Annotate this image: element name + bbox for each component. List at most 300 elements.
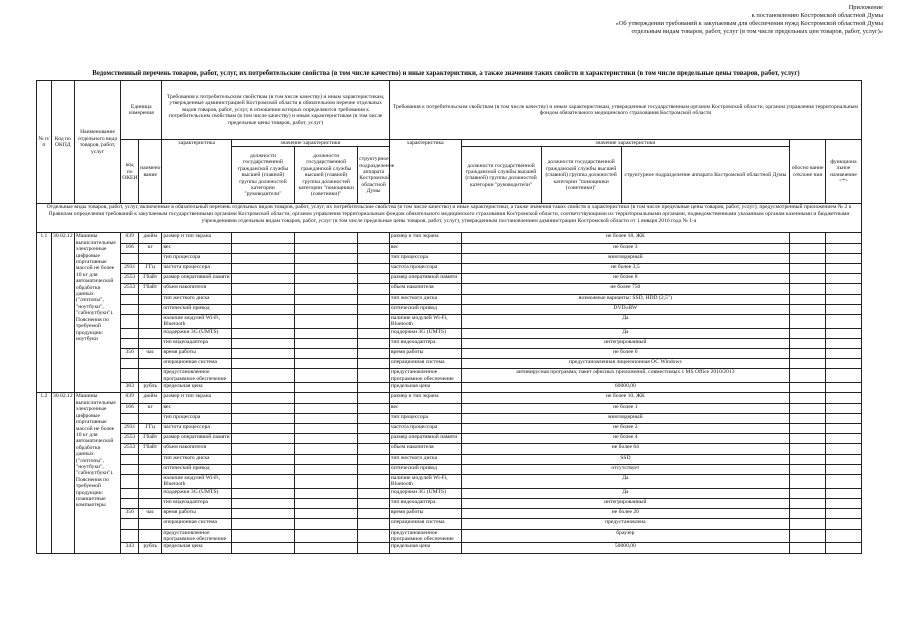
- table-row: [37, 488, 862, 498]
- justify-cell: [790, 529, 826, 543]
- unit-code-cell: 343: [121, 543, 139, 553]
- left-characteristic-cell: частота процессора: [162, 263, 232, 273]
- left-characteristic-cell: время работы: [162, 349, 232, 359]
- purpose-cell: [826, 304, 862, 314]
- right-characteristic-cell: время работы: [389, 349, 461, 359]
- row-product-name: Машины вычислительные электронные цифровые портативные массой не более 10 кг для автоматической обработки данных ("лэптопы", "ноутбуки", "сабноутбуки"). Пояснения по требуемой продукции: планшетные компьютеры: [74, 393, 120, 553]
- unit-name-cell: [139, 359, 162, 369]
- right-characteristic-cell: вес: [389, 243, 461, 253]
- table-row: [37, 413, 862, 423]
- col-left-values-header: значение характеристики: [231, 140, 389, 147]
- table-row: [37, 393, 862, 403]
- left-characteristic-cell: тип видеоадаптера: [162, 338, 232, 348]
- col-req-left-header: Требования к потребительским свойствам (в том числе качеству) и иным характеристикам, утвержденные администрацией Костромской области в обязательном перечне отдельных видов товаров, работ, услуг, в отношении которых определяются требования к потребительским свойствам (в том числе качеству) и иным характеристикам (в том числе предельные цены товаров, работ, услуг): [162, 81, 390, 140]
- left-characteristic-cell: время работы: [162, 509, 232, 519]
- left-value-cat1-cell: [231, 274, 294, 284]
- left-value-cat2-cell: [295, 243, 358, 253]
- left-value-cat2-cell: [295, 424, 358, 434]
- col-num-header: № п/п: [37, 81, 52, 204]
- right-characteristic-cell: поддержки 3G (UMTS): [389, 328, 461, 338]
- purpose-cell: [826, 393, 862, 403]
- unit-code-cell: 166: [121, 403, 139, 413]
- unit-name-cell: кг: [139, 243, 162, 253]
- justify-cell: [790, 383, 826, 393]
- left-value-cat1-cell: [231, 233, 294, 243]
- purpose-cell: [826, 369, 862, 383]
- col-right-values-header: значение характеристики: [461, 140, 790, 147]
- left-value-cat1-cell: [231, 413, 294, 423]
- col-name-header: Наименование отдельного вида товаров, работ, услуг: [74, 81, 120, 204]
- justify-cell: [790, 359, 826, 369]
- justify-cell: [790, 294, 826, 304]
- left-value-cat2-cell: [295, 253, 358, 263]
- right-value-cell: Да: [461, 488, 790, 498]
- left-characteristic-cell: тип процессора: [162, 253, 232, 263]
- purpose-cell: [826, 464, 862, 474]
- left-characteristic-cell: наличие модулей Wi-Fi, Bluetooth: [162, 474, 232, 488]
- col-unit-header: Единица измерения: [121, 81, 162, 140]
- left-value-cat3-cell: [358, 349, 390, 359]
- unit-code-cell: 039: [121, 233, 139, 243]
- unit-code-cell: [121, 464, 139, 474]
- unit-name-cell: час: [139, 509, 162, 519]
- justify-cell: [790, 424, 826, 434]
- left-value-cat3-cell: [358, 543, 390, 553]
- justify-cell: [790, 403, 826, 413]
- unit-name-cell: ГГц: [139, 424, 162, 434]
- justify-cell: [790, 243, 826, 253]
- left-value-cat2-cell: [295, 444, 358, 454]
- left-value-cat3-cell: [358, 359, 390, 369]
- right-characteristic-cell: тип процессора: [389, 253, 461, 263]
- table-row: [37, 543, 862, 553]
- table-row: [37, 529, 862, 543]
- left-value-cat1-cell: [231, 243, 294, 253]
- unit-name-cell: ГГц: [139, 263, 162, 273]
- left-value-cat3-cell: [358, 253, 390, 263]
- left-value-cat2-cell: [295, 543, 358, 553]
- left-value-cat3-cell: [358, 424, 390, 434]
- unit-name-cell: рубль: [139, 383, 162, 393]
- left-value-cat3-cell: [358, 314, 390, 328]
- right-characteristic-cell: размер и тип экрана: [389, 233, 461, 243]
- section-note: Отдельные виды товаров, работ, услуг, включенные в обязательный перечень отдельных видов товаров, работ, услуг, их потребительские свойства (в том числе качество) и иные характеристики, а также значения таких свойств и характеристики (в том числе предельные цены товаров, работ, услуг), предусмотренный приложением № 2 к Правилам определения требований к закупаемым государственными органами Костромской области, органом управления территориальным фондом обязательного медицинского страхования Костромской области, соответствующими их территориальными органами, подведомственными указанным органам казенными и бюджетными учреждениями отдельным видам товаров, работ, услуг (в том числе предельные цены товаров, работ, услуг), утвержденным постановлением администрации Костромской области от 1 января 2016 года № 1-а: [37, 204, 862, 233]
- purpose-cell: [826, 284, 862, 294]
- left-value-cat2-cell: [295, 304, 358, 314]
- purpose-cell: [826, 519, 862, 529]
- unit-name-cell: [139, 488, 162, 498]
- purpose-cell: [826, 243, 862, 253]
- unit-name-cell: [139, 464, 162, 474]
- left-value-cat1-cell: [231, 369, 294, 383]
- justify-cell: [790, 393, 826, 403]
- left-value-cat2-cell: [295, 509, 358, 519]
- right-characteristic-cell: частота процессора: [389, 424, 461, 434]
- right-characteristic-cell: тип процессора: [389, 413, 461, 423]
- left-characteristic-cell: тип процессора: [162, 413, 232, 423]
- left-value-cat1-cell: [231, 263, 294, 273]
- left-value-cat3-cell: [358, 263, 390, 273]
- left-characteristic-cell: поддержки 3G (UMTS): [162, 328, 232, 338]
- col-justify-header: обосно вание отклоне ния: [790, 140, 826, 204]
- left-value-cat1-cell: [231, 403, 294, 413]
- unit-code-cell: [121, 359, 139, 369]
- table-row: [37, 294, 862, 304]
- left-value-cat3-cell: [358, 444, 390, 454]
- table-row: [37, 274, 862, 284]
- table-row: [37, 314, 862, 328]
- left-value-cat1-cell: [231, 314, 294, 328]
- unit-code-cell: 2931: [121, 424, 139, 434]
- right-value-cell: не более 6: [461, 349, 790, 359]
- unit-code-cell: [121, 328, 139, 338]
- table-row: [37, 349, 862, 359]
- left-value-cat2-cell: [295, 413, 358, 423]
- left-characteristic-cell: операционная система: [162, 359, 232, 369]
- row-number: 1.2: [37, 393, 52, 553]
- right-characteristic-cell: время работы: [389, 509, 461, 519]
- header-line-1: Приложение: [848, 4, 883, 11]
- left-value-cat3-cell: [358, 274, 390, 284]
- unit-code-cell: 2553: [121, 434, 139, 444]
- left-value-cat2-cell: [295, 403, 358, 413]
- unit-code-cell: [121, 413, 139, 423]
- left-value-cat3-cell: [358, 434, 390, 444]
- right-value-cell: Да: [461, 474, 790, 488]
- table-row: [37, 284, 862, 294]
- right-value-cell: интегрированный: [461, 498, 790, 508]
- right-characteristic-cell: предустановленное программное обеспечение: [389, 369, 461, 383]
- left-characteristic-cell: наличие модулей Wi-Fi, Bluetooth: [162, 314, 232, 328]
- table-row: [37, 519, 862, 529]
- left-value-cat3-cell: [358, 454, 390, 464]
- left-value-cat3-cell: [358, 393, 390, 403]
- left-value-cat3-cell: [358, 403, 390, 413]
- left-characteristic-cell: тип видеоадаптера: [162, 498, 232, 508]
- purpose-cell: [826, 349, 862, 359]
- left-value-cat1-cell: [231, 393, 294, 403]
- purpose-cell: [826, 413, 862, 423]
- left-value-cat3-cell: [358, 383, 390, 393]
- unit-code-cell: 2553: [121, 284, 139, 294]
- unit-name-cell: [139, 498, 162, 508]
- left-value-cat1-cell: [231, 304, 294, 314]
- right-characteristic-cell: операционная система: [389, 519, 461, 529]
- right-characteristic-cell: частота процессора: [389, 263, 461, 273]
- left-value-cat1-cell: [231, 444, 294, 454]
- left-value-cat3-cell: [358, 338, 390, 348]
- justify-cell: [790, 233, 826, 243]
- left-value-cat2-cell: [295, 274, 358, 284]
- left-characteristic-cell: тип жесткого диска: [162, 454, 232, 464]
- left-value-cat2-cell: [295, 454, 358, 464]
- table-row: [37, 243, 862, 253]
- left-value-cat3-cell: [358, 328, 390, 338]
- right-characteristic-cell: размер оперативной памяти: [389, 274, 461, 284]
- right-characteristic-cell: операционная система: [389, 359, 461, 369]
- right-value-cell: не более 3,5: [461, 263, 790, 273]
- header-line-3: «Об утверждении требований к закупаемым для обеспечения нужд Костромской областной Думы: [615, 20, 883, 27]
- right-characteristic-cell: тип видеоадаптера: [389, 338, 461, 348]
- right-characteristic-cell: оптический привод: [389, 464, 461, 474]
- left-characteristic-cell: размер оперативной памяти: [162, 274, 232, 284]
- table-row: [37, 509, 862, 519]
- unit-name-cell: [139, 519, 162, 529]
- unit-code-cell: [121, 253, 139, 263]
- unit-code-cell: [121, 454, 139, 464]
- unit-name-cell: [139, 369, 162, 383]
- row-number: 1.1: [37, 233, 52, 393]
- right-value-cell: 50000,00: [461, 543, 790, 553]
- left-value-cat2-cell: [295, 233, 358, 243]
- unit-code-cell: [121, 294, 139, 304]
- unit-code-cell: [121, 314, 139, 328]
- right-value-cell: отсутствует: [461, 464, 790, 474]
- left-value-cat3-cell: [358, 529, 390, 543]
- table-row: [37, 338, 862, 348]
- col-right-char-header: характеристика: [389, 140, 461, 204]
- left-value-cat3-cell: [358, 243, 390, 253]
- right-value-cell: предустановлена: [461, 519, 790, 529]
- right-value-cell: DVD±RW: [461, 304, 790, 314]
- left-value-cat2-cell: [295, 393, 358, 403]
- right-characteristic-cell: оптический привод: [389, 304, 461, 314]
- left-value-cat2-cell: [295, 464, 358, 474]
- left-characteristic-cell: размер и тип экрана: [162, 233, 232, 243]
- left-characteristic-cell: частота процессора: [162, 424, 232, 434]
- unit-code-cell: 2553: [121, 444, 139, 454]
- left-value-cat1-cell: [231, 284, 294, 294]
- left-value-cat1-cell: [231, 519, 294, 529]
- unit-name-cell: [139, 529, 162, 543]
- left-characteristic-cell: предустановленное программное обеспечение: [162, 529, 232, 543]
- purpose-cell: [826, 454, 862, 464]
- unit-name-cell: час: [139, 349, 162, 359]
- justify-cell: [790, 464, 826, 474]
- unit-name-cell: рубль: [139, 543, 162, 553]
- right-value-cell: предустановленная лицензионная ОС Windows: [461, 359, 790, 369]
- unit-name-cell: Гбайт: [139, 274, 162, 284]
- table-row: [37, 403, 862, 413]
- table-row: [37, 369, 862, 383]
- left-value-cat3-cell: [358, 488, 390, 498]
- unit-name-cell: [139, 314, 162, 328]
- right-value-cell: антивирусная программа, пакет офисных приложений, совместимых с MS Office 2010/2013: [461, 369, 790, 383]
- right-characteristic-cell: предельная цена: [389, 383, 461, 393]
- justify-cell: [790, 284, 826, 294]
- left-value-cat1-cell: [231, 383, 294, 393]
- left-value-cat2-cell: [295, 529, 358, 543]
- right-characteristic-cell: вес: [389, 403, 461, 413]
- unit-code-cell: [121, 488, 139, 498]
- row-product-name: Машины вычислительные электронные цифровые портативные массой не более 10 кг для автоматической обработки данных ("лэптопы", "ноутбуки", "сабноутбуки"). Пояснения по требуемой продукции: ноутбуки: [74, 233, 120, 393]
- left-value-cat2-cell: [295, 359, 358, 369]
- left-characteristic-cell: тип жесткого диска: [162, 294, 232, 304]
- unit-name-cell: [139, 338, 162, 348]
- left-value-cat1-cell: [231, 338, 294, 348]
- left-value-cat1-cell: [231, 474, 294, 488]
- unit-code-cell: 383: [121, 383, 139, 393]
- purpose-cell: [826, 488, 862, 498]
- justify-cell: [790, 263, 826, 273]
- unit-name-cell: [139, 304, 162, 314]
- unit-name-cell: Гбайт: [139, 444, 162, 454]
- right-characteristic-cell: размер оперативной памяти: [389, 434, 461, 444]
- col-okpd-header: Код по ОКПД: [51, 81, 74, 204]
- right-value-cell: многоядерный: [461, 413, 790, 423]
- justify-cell: [790, 488, 826, 498]
- purpose-cell: [826, 338, 862, 348]
- col-left-cat1-header: должности государственной гражданской службы высшей (главной) группы должностей категории "руководители": [231, 147, 294, 204]
- right-value-cell: многоядерный: [461, 253, 790, 263]
- right-characteristic-cell: предустановленное программное обеспечение: [389, 529, 461, 543]
- left-value-cat1-cell: [231, 464, 294, 474]
- purpose-cell: [826, 474, 862, 488]
- table-row: [37, 253, 862, 263]
- right-characteristic-cell: поддержки 3G (UMTS): [389, 488, 461, 498]
- purpose-cell: [826, 403, 862, 413]
- left-value-cat2-cell: [295, 263, 358, 273]
- justify-cell: [790, 369, 826, 383]
- justify-cell: [790, 474, 826, 488]
- left-value-cat3-cell: [358, 413, 390, 423]
- requirements-table: [36, 80, 862, 554]
- justify-cell: [790, 444, 826, 454]
- col-unit-name-header: наимено вание: [139, 140, 162, 204]
- left-value-cat1-cell: [231, 328, 294, 338]
- right-value-cell: не более 64: [461, 444, 790, 454]
- table-row: [37, 424, 862, 434]
- right-characteristic-cell: тип жесткого диска: [389, 294, 461, 304]
- left-value-cat1-cell: [231, 488, 294, 498]
- purpose-cell: [826, 274, 862, 284]
- unit-code-cell: 356: [121, 509, 139, 519]
- left-value-cat2-cell: [295, 498, 358, 508]
- right-value-cell: не более 20: [461, 509, 790, 519]
- left-value-cat1-cell: [231, 434, 294, 444]
- justify-cell: [790, 509, 826, 519]
- table-row: [37, 263, 862, 273]
- left-characteristic-cell: оптический привод: [162, 304, 232, 314]
- left-characteristic-cell: предельная цена: [162, 383, 232, 393]
- right-value-cell: Да: [461, 328, 790, 338]
- left-characteristic-cell: операционная система: [162, 519, 232, 529]
- document-title: Ведомственный перечень товаров, работ, услуг, их потребительские свойства (в том числе качество) и иные характеристики, а также значения таких свойств и характеристики (в том числе предельные цены товаров, работ, услуг): [92, 70, 800, 77]
- justify-cell: [790, 349, 826, 359]
- left-value-cat1-cell: [231, 529, 294, 543]
- col-unit-code-header: код по ОКЕИ: [121, 140, 139, 204]
- right-value-cell: Да: [461, 314, 790, 328]
- left-characteristic-cell: предустановленное программное обеспечение: [162, 369, 232, 383]
- col-left-char-header: характеристика: [162, 140, 232, 204]
- purpose-cell: [826, 294, 862, 304]
- unit-name-cell: Гбайт: [139, 284, 162, 294]
- right-characteristic-cell: тип жесткого диска: [389, 454, 461, 464]
- table-row: [37, 464, 862, 474]
- justify-cell: [790, 454, 826, 464]
- table-row: [37, 434, 862, 444]
- left-value-cat3-cell: [358, 284, 390, 294]
- right-value-cell: не более 1: [461, 403, 790, 413]
- right-value-cell: 60000,00: [461, 383, 790, 393]
- col-right-cat1-header: должности государственной гражданской службы высшей (главной) группы должностей категории "руководители": [461, 147, 541, 204]
- unit-code-cell: [121, 304, 139, 314]
- purpose-cell: [826, 444, 862, 454]
- left-value-cat1-cell: [231, 424, 294, 434]
- purpose-cell: [826, 328, 862, 338]
- left-value-cat1-cell: [231, 509, 294, 519]
- left-value-cat1-cell: [231, 253, 294, 263]
- right-value-cell: не более 8: [461, 274, 790, 284]
- row-okpd-code: 30.02.12: [51, 233, 74, 393]
- justify-cell: [790, 314, 826, 328]
- unit-name-cell: Гбайт: [139, 434, 162, 444]
- left-characteristic-cell: вес: [162, 403, 232, 413]
- left-value-cat2-cell: [295, 519, 358, 529]
- header-line-2: к постановлению Костромской областной Думы: [751, 12, 883, 19]
- right-value-cell: SSD: [461, 454, 790, 464]
- table-row: [37, 304, 862, 314]
- right-characteristic-cell: наличие модулей Wi-Fi, Bluetooth: [389, 474, 461, 488]
- justify-cell: [790, 543, 826, 553]
- right-value-cell: не более 10, ЖК: [461, 393, 790, 403]
- table-row: [37, 444, 862, 454]
- justify-cell: [790, 253, 826, 263]
- table-row: [37, 474, 862, 488]
- unit-name-cell: [139, 454, 162, 464]
- unit-code-cell: [121, 498, 139, 508]
- unit-name-cell: [139, 413, 162, 423]
- right-value-cell: не более 2: [461, 424, 790, 434]
- purpose-cell: [826, 233, 862, 243]
- justify-cell: [790, 328, 826, 338]
- left-value-cat2-cell: [295, 474, 358, 488]
- unit-code-cell: 166: [121, 243, 139, 253]
- unit-name-cell: дюйм: [139, 233, 162, 243]
- table-row: [37, 359, 862, 369]
- right-characteristic-cell: объем накопителя: [389, 444, 461, 454]
- left-value-cat2-cell: [295, 328, 358, 338]
- left-value-cat2-cell: [295, 294, 358, 304]
- right-characteristic-cell: тип видеоадаптера: [389, 498, 461, 508]
- unit-code-cell: [121, 474, 139, 488]
- right-value-cell: не более 18, ЖК: [461, 233, 790, 243]
- left-value-cat2-cell: [295, 284, 358, 294]
- right-value-cell: браузер: [461, 529, 790, 543]
- purpose-cell: [826, 509, 862, 519]
- left-value-cat3-cell: [358, 304, 390, 314]
- left-characteristic-cell: размер оперативной памяти: [162, 434, 232, 444]
- col-right-cat2-header: должности государственной гражданской службы высшей (главной) группы должностей категории "помощники (советники)": [541, 147, 621, 204]
- left-value-cat2-cell: [295, 488, 358, 498]
- justify-cell: [790, 304, 826, 314]
- left-value-cat2-cell: [295, 434, 358, 444]
- col-right-cat3-header: структурное подразделение аппарата Костромской областной Думы: [621, 147, 790, 204]
- unit-code-cell: [121, 519, 139, 529]
- left-characteristic-cell: вес: [162, 243, 232, 253]
- justify-cell: [790, 413, 826, 423]
- purpose-cell: [826, 383, 862, 393]
- left-value-cat3-cell: [358, 498, 390, 508]
- right-characteristic-cell: размер и тип экрана: [389, 393, 461, 403]
- right-characteristic-cell: объем накопителя: [389, 284, 461, 294]
- table-row: [37, 383, 862, 393]
- purpose-cell: [826, 529, 862, 543]
- right-characteristic-cell: наличие модулей Wi-Fi, Bluetooth: [389, 314, 461, 328]
- right-value-cell: не более 4: [461, 434, 790, 444]
- left-value-cat1-cell: [231, 349, 294, 359]
- table-row: [37, 233, 862, 243]
